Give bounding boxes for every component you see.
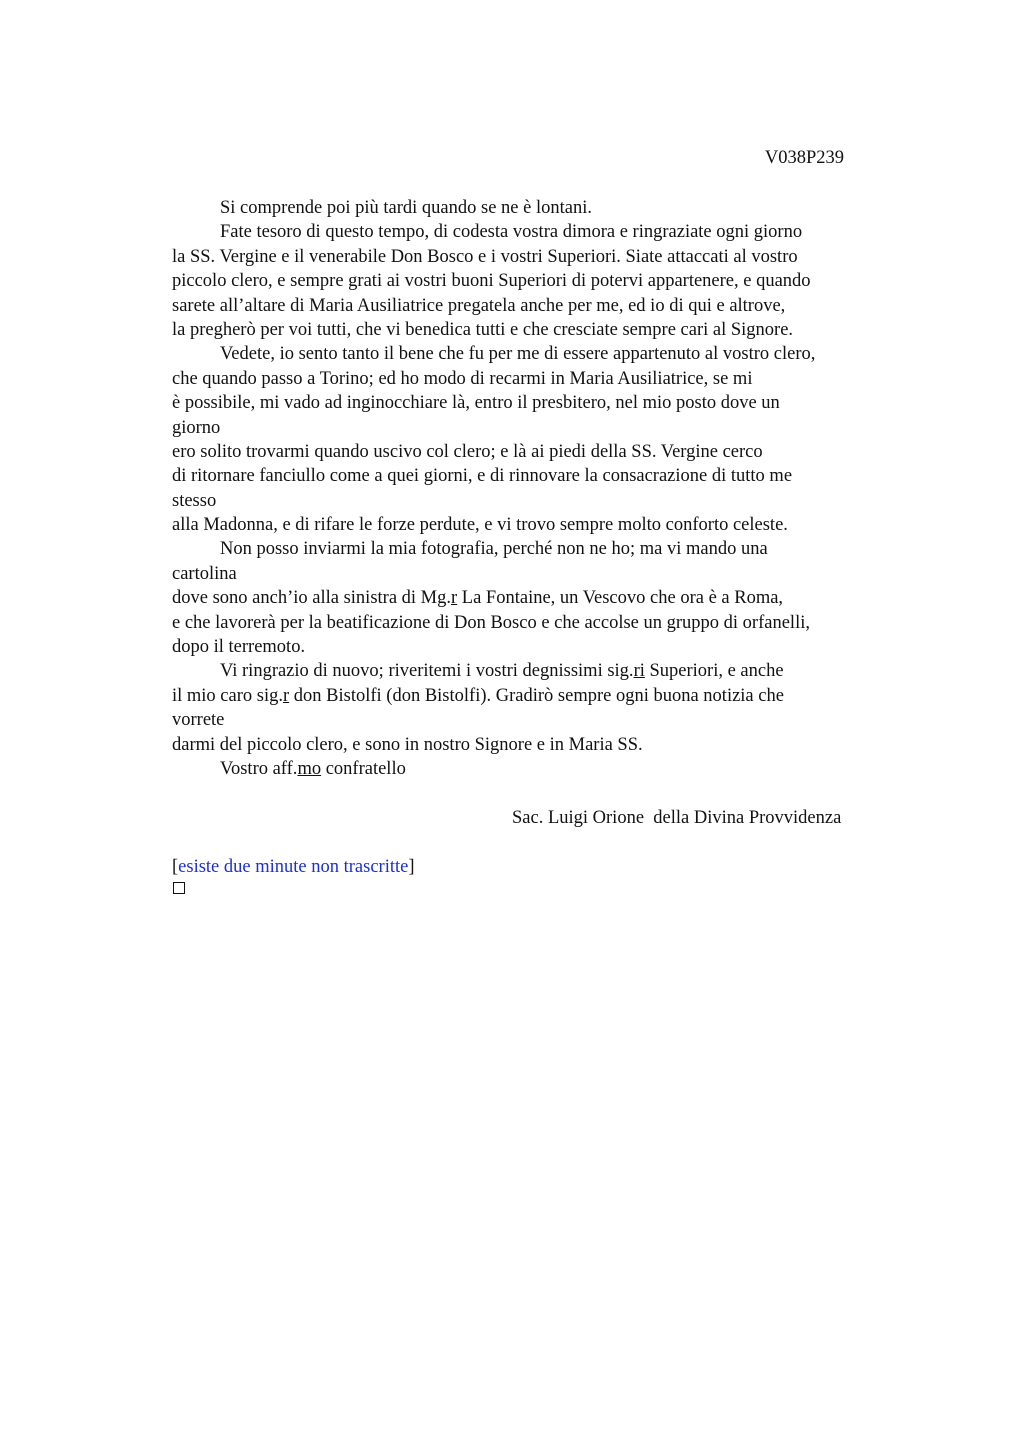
text-line: dopo il terremoto.	[172, 637, 306, 658]
letter-body	[172, 196, 912, 781]
text-line: alla Madonna, e di rifare le forze perdute, e vi trovo sempre molto conforto celeste.	[172, 515, 788, 536]
text-line: piccolo clero, e sempre grati ai vostri buoni Superiori di potervi appartenere, e quando	[172, 271, 811, 292]
text-line	[172, 757, 912, 781]
text-segment: don Bistolfi (don Bistolfi). Gradirò sempre ogni buona notizia che	[289, 685, 784, 706]
text-line: di ritornare fanciullo come a quei giorni, e di rinnovare la consacrazione di tutto me	[172, 466, 793, 487]
text-line	[172, 659, 912, 683]
editorial-note-text: esiste due minute non trascritte	[178, 857, 409, 877]
text-segment: dove sono anch’io alla sinistra di Mg.	[172, 588, 451, 609]
superscript-abbreviation: r	[451, 588, 458, 609]
text-segment: La Fontaine, un Vescovo che ora è a Roma,	[457, 588, 784, 609]
text-segment: Vi ringrazio di nuovo; riveritemi i vostri degnissimi sig.	[220, 661, 634, 682]
text-line: vorrete	[172, 710, 225, 731]
signature: Sac. Luigi Orione della Divina Provvidenza	[512, 808, 842, 828]
text-line: che quando passo a Torino; ed ho modo di recarmi in Maria Ausiliatrice, se mi	[172, 368, 753, 389]
superscript-abbreviation: mo	[297, 758, 322, 779]
text-line	[172, 586, 912, 610]
text-line: ero solito trovarmi quando uscivo col clero; e là ai piedi della SS. Vergine cerco	[172, 441, 763, 462]
editorial-note	[172, 855, 415, 879]
text-line: e che lavorerà per la beatificazione di Don Bosco e che accolse un gruppo di orfanelli,	[172, 612, 810, 633]
text-line: la SS. Vergine e il venerabile Don Bosco e i vostri Superiori. Siate attaccati al vostro	[172, 246, 798, 267]
empty-box-icon	[173, 882, 185, 894]
text-line: stesso	[172, 490, 217, 511]
text-segment: Superiori, e anche	[644, 661, 784, 682]
text-segment: Vostro aff.	[220, 758, 298, 779]
text-line: giorno	[172, 417, 221, 438]
bracket-close: ]	[408, 857, 415, 877]
text-line: sarete all’altare di Maria Ausiliatrice pregatela anche per me, ed io di qui e altrove,	[172, 295, 786, 316]
text-line: Si comprende poi più tardi quando se ne è lontani.	[220, 198, 592, 218]
text-line: Vedete, io sento tanto il bene che fu per me di essere appartenuto al vostro clero,	[220, 344, 816, 365]
page-id: V038P239	[764, 148, 844, 168]
bracket-open: [	[172, 857, 179, 877]
text-line: Non posso inviarmi la mia fotografia, perché non ne ho; ma vi mando una	[220, 539, 768, 560]
text-segment: il mio caro sig.	[172, 685, 283, 706]
text-line: cartolina	[172, 563, 237, 584]
superscript-abbreviation: r	[282, 685, 290, 706]
text-line	[172, 684, 912, 708]
text-line: la pregherò per voi tutti, che vi benedica tutti e che cresciate sempre cari al Signore.	[172, 319, 794, 340]
text-segment: confratello	[321, 758, 406, 779]
text-line: è possibile, mi vado ad inginocchiare là, entro il presbitero, nel mio posto dove un	[172, 393, 780, 414]
text-line: darmi del piccolo clero, e sono in nostro Signore e in Maria SS.	[172, 734, 643, 755]
superscript-abbreviation: ri	[633, 661, 645, 682]
text-line: Fate tesoro di questo tempo, di codesta vostra dimora e ringraziate ogni giorno	[220, 222, 803, 243]
